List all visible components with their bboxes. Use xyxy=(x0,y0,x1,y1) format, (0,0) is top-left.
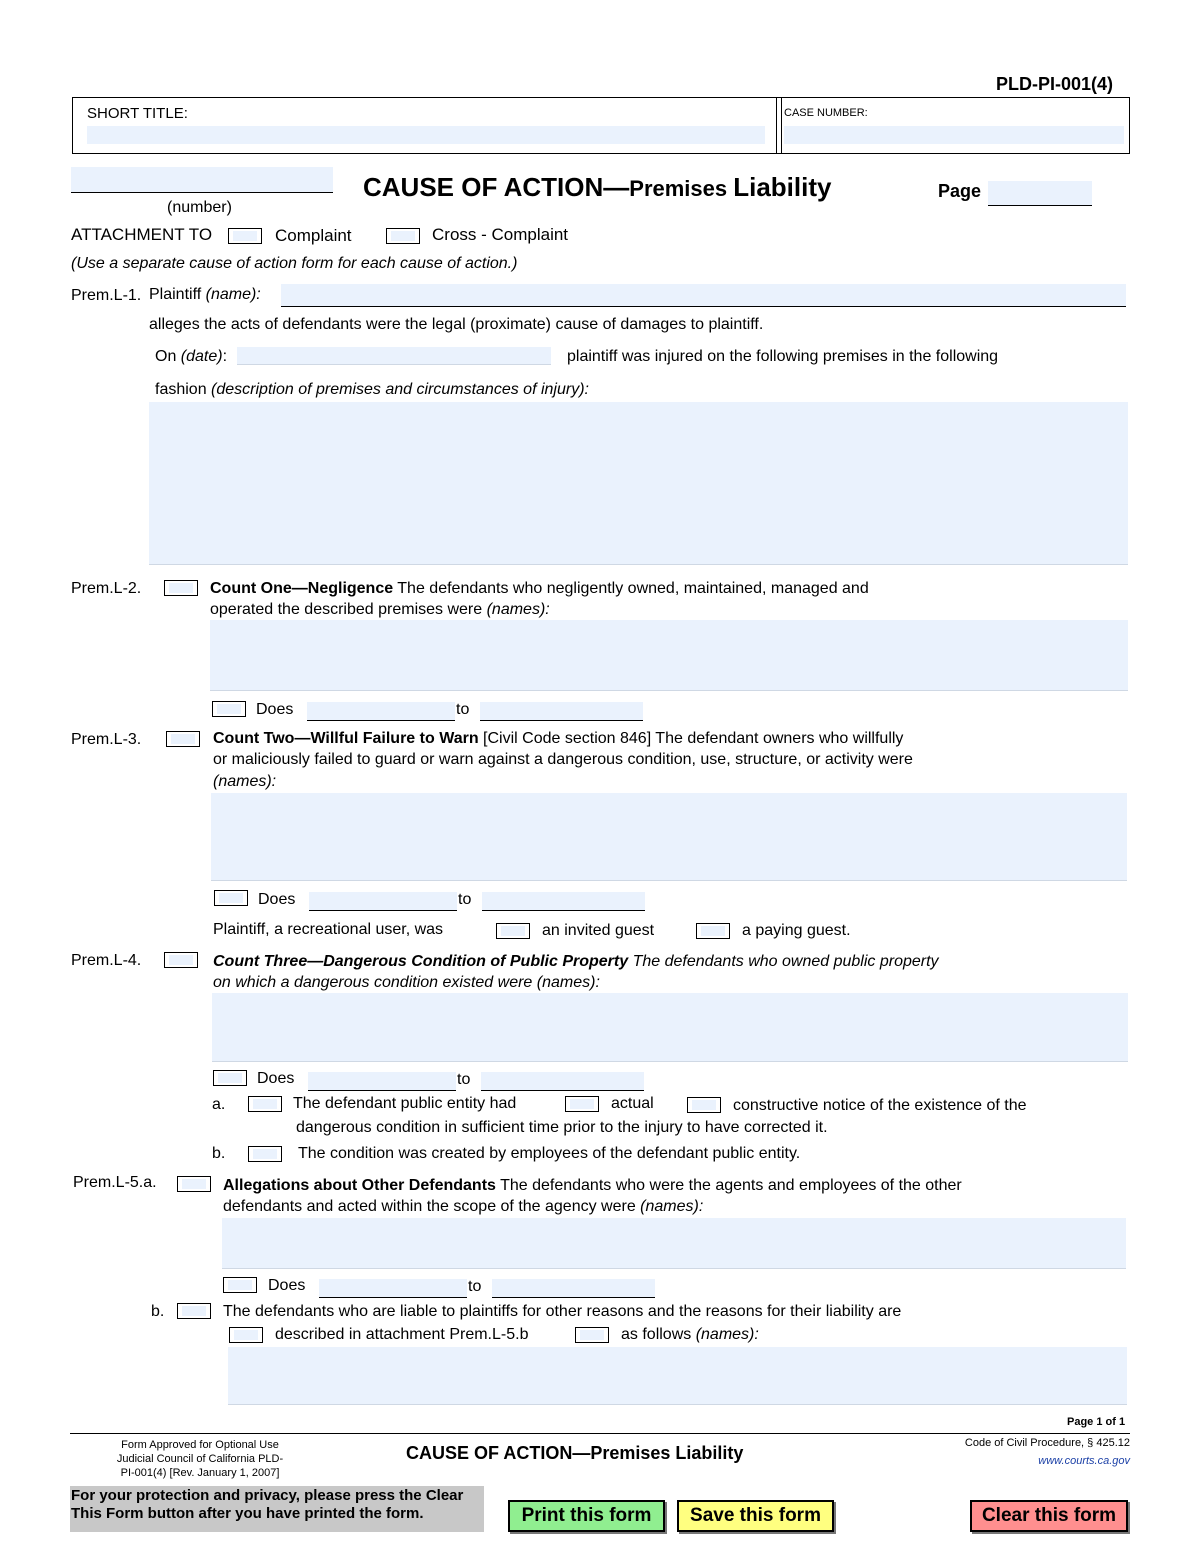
invited-guest-checkbox[interactable] xyxy=(496,923,530,939)
case-number-label: CASE NUMBER: xyxy=(784,107,868,119)
count-one-does-from-input[interactable] xyxy=(307,702,455,721)
l4-a-text2: dangerous condition in sufficient time prior to the injury to have corrected it. xyxy=(296,1119,828,1136)
l5-text2: defendants and acted within the scope of the agency were xyxy=(223,1198,641,1215)
l1-number: Prem.L-1. xyxy=(71,287,142,304)
actual-notice-label: actual xyxy=(611,1095,654,1112)
attachment-label: ATTACHMENT TO xyxy=(71,225,213,244)
count-three-names-input[interactable] xyxy=(212,993,1128,1062)
l3-names-text: (names): xyxy=(213,773,277,790)
l1-on-text: On xyxy=(155,348,181,365)
title-sub1: Premises xyxy=(629,176,734,201)
count-three-to-label: to xyxy=(457,1071,471,1088)
l4-b-label: b. xyxy=(212,1145,226,1162)
header-divider xyxy=(776,98,782,153)
cross-complaint-checkbox[interactable] xyxy=(386,228,420,244)
approved-line2: Judicial Council of California PLD- xyxy=(116,1453,284,1465)
l1-fashion-text: fashion xyxy=(155,381,212,398)
short-title-label: SHORT TITLE: xyxy=(87,105,188,122)
privacy-notice xyxy=(70,1486,484,1532)
page-label: Page xyxy=(938,181,982,201)
l1-alleges: alleges the acts of defendants were the legal (proximate) cause of damages to plaintiff. xyxy=(149,316,764,333)
other-defendants-names-input[interactable] xyxy=(222,1218,1126,1269)
other-defendants-does-checkbox[interactable] xyxy=(223,1277,257,1293)
l2-text2: operated the described premises were xyxy=(210,601,487,618)
clear-button[interactable]: Clear this form xyxy=(970,1500,1128,1532)
print-button[interactable]: Print this form xyxy=(508,1500,665,1532)
l5-b-label: b. xyxy=(151,1303,165,1320)
l1-name-text: (name): xyxy=(205,286,261,303)
l2-line2 xyxy=(210,601,550,619)
count-two-names-input[interactable] xyxy=(211,793,1127,881)
cross-complaint-label: Cross - Complaint xyxy=(432,225,569,244)
footer-divider xyxy=(70,1433,1130,1434)
l4-number: Prem.L-4. xyxy=(71,952,142,969)
other-defendants-checkbox[interactable] xyxy=(177,1176,211,1192)
page-number-input[interactable] xyxy=(988,181,1092,206)
count-one-does-label: Does xyxy=(256,701,294,718)
l4-line2 xyxy=(213,974,600,992)
count-two-does-label: Does xyxy=(258,891,296,908)
invited-guest-label: an invited guest xyxy=(542,922,655,939)
l2-number: Prem.L-2. xyxy=(71,580,142,597)
l5-names2-text: (names): xyxy=(695,1326,759,1343)
count-one-checkbox[interactable] xyxy=(164,580,198,596)
count-two-to-label: to xyxy=(458,891,472,908)
l4-a-text: The defendant public entity had xyxy=(293,1095,517,1112)
l1-colon: : xyxy=(222,348,228,365)
l4-a-label: a. xyxy=(212,1096,226,1113)
other-defendants-to-label: to xyxy=(468,1278,482,1295)
cause-number-input[interactable] xyxy=(71,167,333,193)
l4-a-checkbox[interactable] xyxy=(248,1096,282,1112)
l1-injured-text: plaintiff was injured on the following premises in the following xyxy=(567,348,999,365)
l5-b-text: The defendants who are liable to plaintiffs for other reasons and the reasons for their liability are xyxy=(223,1303,902,1320)
courts-link[interactable]: www.courts.ca.gov xyxy=(1038,1455,1130,1467)
count-two-does-to-input[interactable] xyxy=(482,892,645,911)
count-one-names-input[interactable] xyxy=(210,620,1128,691)
count-three-heading: Count Three—Dangerous Condition of Public Property xyxy=(213,953,629,970)
header-box xyxy=(72,97,1130,154)
described-attachment-label: described in attachment Prem.L-5.b xyxy=(275,1326,529,1343)
actual-notice-checkbox[interactable] xyxy=(565,1096,599,1112)
l4-names-text: (names): xyxy=(536,974,600,991)
complaint-label: Complaint xyxy=(275,226,352,245)
privacy-line2: This Form button after you have printed the form. xyxy=(71,1505,424,1522)
save-button[interactable]: Save this form xyxy=(677,1500,834,1532)
l5-line1 xyxy=(223,1177,962,1195)
title-main: CAUSE OF ACTION— xyxy=(363,172,630,202)
l4-text1: The defendants who owned public property xyxy=(628,953,939,970)
count-one-does-to-input[interactable] xyxy=(480,702,643,721)
premises-description-input[interactable] xyxy=(149,402,1128,565)
as-follows-checkbox[interactable] xyxy=(575,1327,609,1343)
count-one-to-label: to xyxy=(456,701,470,718)
paying-guest-label: a paying guest. xyxy=(742,922,851,939)
as-follows-label xyxy=(621,1326,759,1344)
count-two-checkbox[interactable] xyxy=(166,731,200,747)
count-three-does-from-input[interactable] xyxy=(308,1072,456,1091)
l3-text1: [Civil Code section 846] The defendant owners who willfully xyxy=(478,730,904,747)
complaint-checkbox[interactable] xyxy=(228,228,262,244)
attachment-note: (Use a separate cause of action form for each cause of action.) xyxy=(71,255,518,272)
l4-line1 xyxy=(213,953,939,971)
l2-line1 xyxy=(210,580,869,598)
page-of: Page 1 of 1 xyxy=(1067,1416,1126,1428)
page-title xyxy=(363,172,831,203)
l3-number: Prem.L-3. xyxy=(71,731,142,748)
l1-date-text: (date) xyxy=(180,348,223,365)
count-two-does-from-input[interactable] xyxy=(309,892,457,911)
l1-fashion-label xyxy=(155,381,589,399)
l5-names-text: (names): xyxy=(640,1198,704,1215)
count-two-heading: Count Two—Willful Failure to Warn xyxy=(213,730,479,747)
plaintiff-name-input[interactable] xyxy=(281,284,1126,307)
count-one-heading: Count One—Negligence xyxy=(210,580,394,597)
count-three-does-label: Does xyxy=(257,1070,295,1087)
recreational-user-text: Plaintiff, a recreational user, was xyxy=(213,921,444,938)
approved-line1: Form Approved for Optional Use xyxy=(121,1439,279,1451)
other-defendants-does-from-input[interactable] xyxy=(319,1279,467,1298)
approved-line3: PI-001(4) [Rev. January 1, 2007] xyxy=(120,1467,280,1479)
other-reasons-names-input[interactable] xyxy=(228,1347,1127,1405)
l1-on-label xyxy=(155,348,227,366)
count-three-checkbox[interactable] xyxy=(164,952,198,968)
l1-desc-text: (description of premises and circumstances of injury): xyxy=(211,381,589,398)
other-defendants-does-label: Does xyxy=(268,1277,306,1294)
l3-line1 xyxy=(213,730,903,748)
paying-guest-checkbox[interactable] xyxy=(696,923,730,939)
l5-b-checkbox[interactable] xyxy=(177,1303,211,1319)
form-id: PLD-PI-001(4) xyxy=(996,74,1114,94)
l2-text1: The defendants who negligently owned, maintained, managed and xyxy=(393,580,869,597)
count-one-does-checkbox[interactable] xyxy=(212,701,246,717)
l1-plaintiff-text: Plaintiff xyxy=(149,286,206,303)
code-citation: Code of Civil Procedure, § 425.12 xyxy=(964,1437,1130,1449)
count-three-does-to-input[interactable] xyxy=(481,1072,644,1091)
injury-date-input[interactable] xyxy=(237,347,551,365)
l3-text2: or maliciously failed to guard or warn against a dangerous condition, use, structure, or activity were xyxy=(213,751,913,768)
l5-number: Prem.L-5.a. xyxy=(73,1174,157,1191)
l5-line2 xyxy=(223,1198,703,1216)
short-title-input[interactable] xyxy=(87,126,765,144)
constructive-notice-checkbox[interactable] xyxy=(687,1097,721,1113)
count-two-does-checkbox[interactable] xyxy=(214,890,248,906)
footer-title: CAUSE OF ACTION—Premises Liability xyxy=(406,1443,744,1463)
l4-b-text: The condition was created by employees of the defendant public entity. xyxy=(298,1145,801,1162)
as-follows-text: as follows xyxy=(621,1326,696,1343)
l2-names-text: (names): xyxy=(486,601,550,618)
constructive-notice-label: constructive notice of the existence of the xyxy=(733,1097,1027,1114)
number-label: (number) xyxy=(167,199,232,216)
privacy-line1: For your protection and privacy, please press the Clear xyxy=(71,1487,464,1504)
l4-b-checkbox[interactable] xyxy=(248,1146,282,1162)
other-defendants-does-to-input[interactable] xyxy=(492,1279,655,1298)
count-three-does-checkbox[interactable] xyxy=(213,1070,247,1086)
l4-text2: on which a dangerous condition existed were xyxy=(213,974,537,991)
other-defendants-heading: Allegations about Other Defendants xyxy=(223,1177,496,1194)
case-number-input[interactable] xyxy=(784,126,1124,144)
described-attachment-checkbox[interactable] xyxy=(229,1327,263,1343)
title-sub2: Liability xyxy=(733,172,832,202)
approved-block xyxy=(70,1438,330,1480)
l5-text1: The defendants who were the agents and employees of the other xyxy=(495,1177,962,1194)
l1-plaintiff-label xyxy=(149,286,261,304)
